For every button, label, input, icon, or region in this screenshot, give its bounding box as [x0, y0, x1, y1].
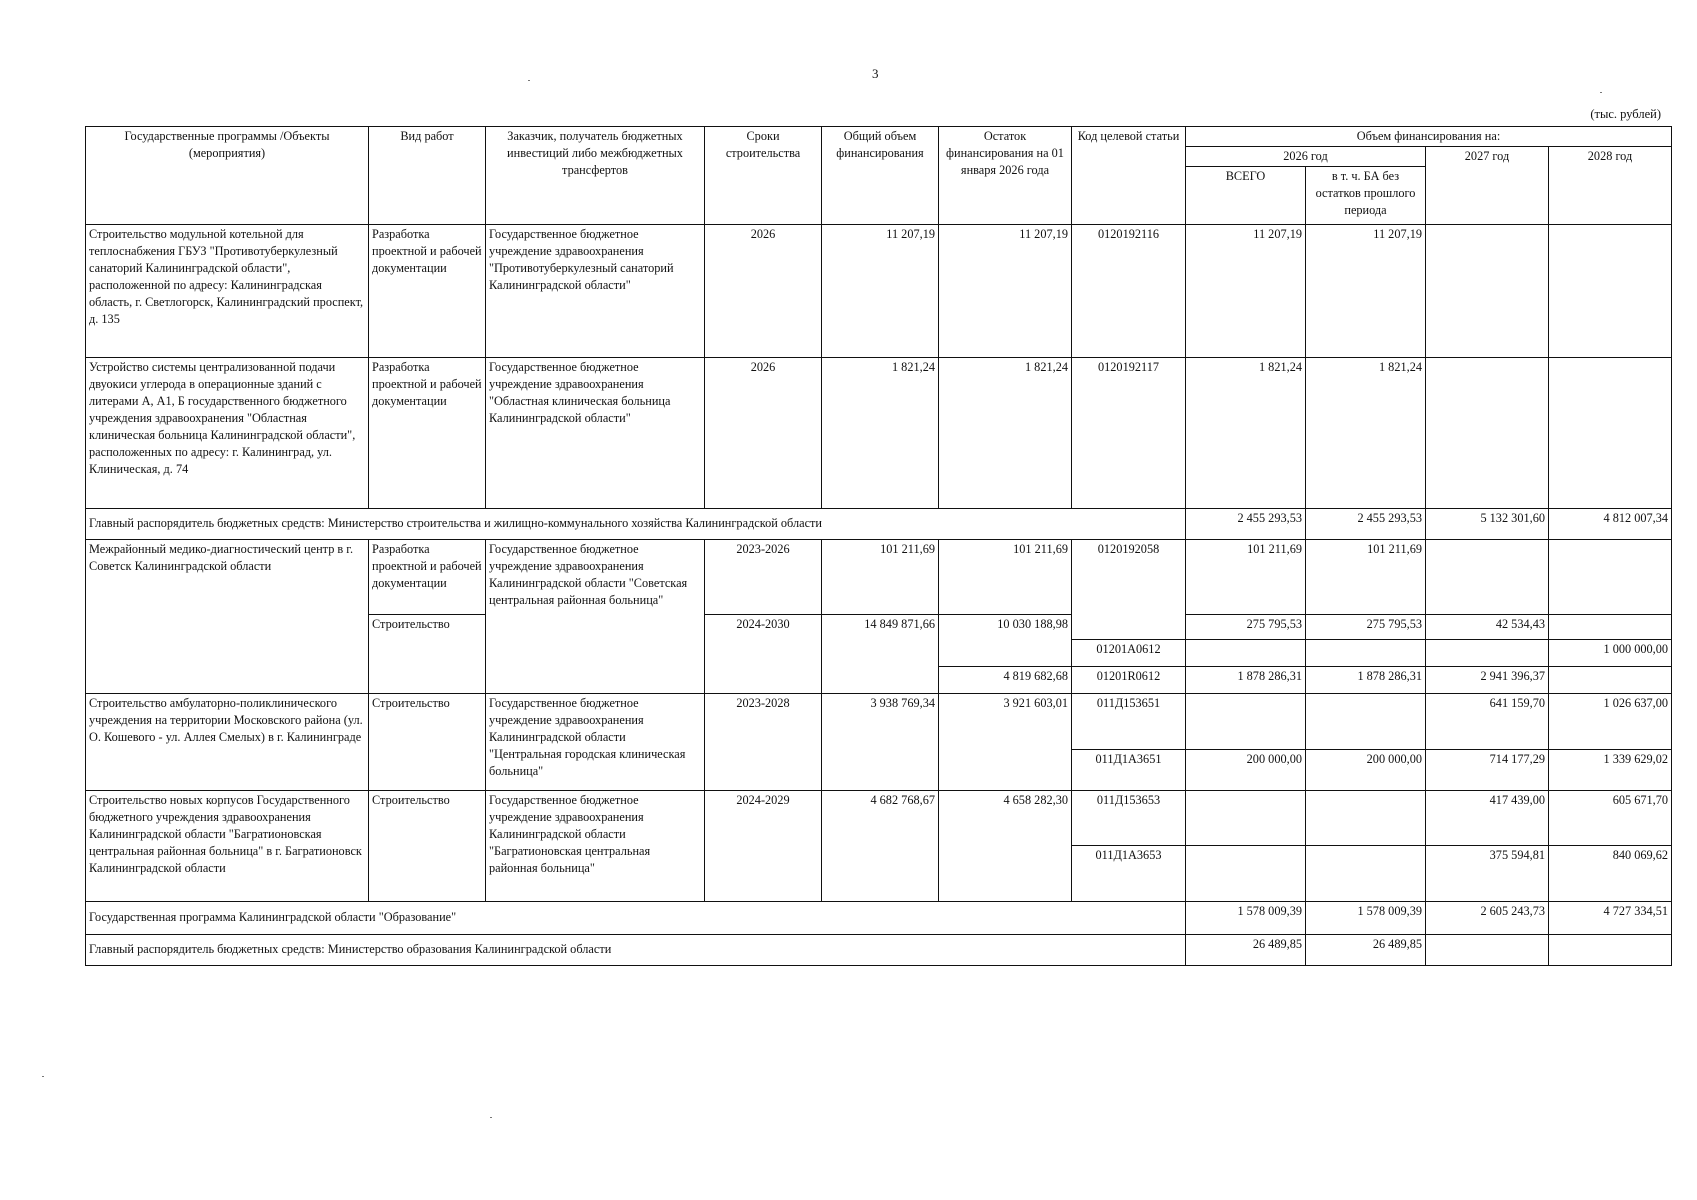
table-row — [86, 693, 1672, 749]
program-row — [86, 901, 1672, 934]
value-2027 — [1426, 224, 1549, 357]
value-2027 — [1426, 357, 1549, 508]
object-name: Строительство модульной котельной для теплоснабжения ГБУЗ "Противотуберкулезный санаторий Калининградской области", расположенной по адресу: Калининградская область, г. Светлогорск, Калининградский проспект, д. 135 — [86, 224, 369, 357]
ba-2026: 1 821,24 — [1306, 357, 1426, 508]
value-2027: 5 132 301,60 — [1426, 508, 1549, 539]
value-2027: 641 159,70 — [1426, 693, 1549, 749]
table-row — [86, 224, 1672, 357]
remainder: 101 211,69 — [939, 539, 1072, 614]
work-type: Разработка проектной и рабочей документации — [369, 539, 486, 614]
all-2026: 2 455 293,53 — [1186, 508, 1306, 539]
customer: Государственное бюджетное учреждение здравоохранения Калининградской области "Центральная городская клиническая больница" — [486, 693, 705, 790]
scan-speck — [1600, 92, 1602, 93]
value-2028: 4 727 334,51 — [1549, 901, 1672, 934]
code: 0120192117 — [1072, 357, 1186, 508]
timing: 2026 — [705, 357, 822, 508]
all-2026 — [1186, 693, 1306, 749]
ba-2026: 26 489,85 — [1306, 934, 1426, 965]
timing: 2024-2030 — [705, 614, 822, 693]
page-number: 3 — [872, 66, 879, 81]
ba-2026: 1 578 009,39 — [1306, 901, 1426, 934]
ba-2026 — [1306, 639, 1426, 666]
value-2028: 1 000 000,00 — [1549, 639, 1672, 666]
scan-speck — [42, 1076, 44, 1077]
header-total: Общий объем финансирования — [822, 127, 939, 225]
code: 011Д153653 — [1072, 790, 1186, 845]
total: 4 682 768,67 — [822, 790, 939, 901]
remainder: 4 658 282,30 — [939, 790, 1072, 901]
value-2028 — [1549, 934, 1672, 965]
value-2027: 375 594,81 — [1426, 845, 1549, 901]
object-name: Строительство амбулаторно-поликлинического учреждения на территории Московского района (ул. О. Кошевого - ул. Аллея Смелых) в г. Калининграде — [86, 693, 369, 790]
ba-2026: 275 795,53 — [1306, 614, 1426, 639]
remainder: 1 821,24 — [939, 357, 1072, 508]
units-label: (тыс. рублей) — [1590, 107, 1661, 121]
ba-2026: 2 455 293,53 — [1306, 508, 1426, 539]
value-2028: 1 339 629,02 — [1549, 749, 1672, 790]
value-2028 — [1549, 539, 1672, 614]
value-2028 — [1549, 666, 1672, 693]
all-2026 — [1186, 639, 1306, 666]
all-2026: 275 795,53 — [1186, 614, 1306, 639]
value-2027: 417 439,00 — [1426, 790, 1549, 845]
summary-label: Главный распорядитель бюджетных средств: Министерство образования Калининградской области — [86, 934, 1186, 965]
header-work-type: Вид работ — [369, 127, 486, 225]
timing: 2026 — [705, 224, 822, 357]
ba-2026: 200 000,00 — [1306, 749, 1426, 790]
code: 0120192116 — [1072, 224, 1186, 357]
summary-label: Главный распорядитель бюджетных средств: Министерство строительства и жилищно-коммунального хозяйства Калининградской области — [86, 508, 1186, 539]
work-type: Разработка проектной и рабочей документации — [369, 224, 486, 357]
header-timing: Сроки строительства — [705, 127, 822, 225]
total: 1 821,24 — [822, 357, 939, 508]
value-2028: 605 671,70 — [1549, 790, 1672, 845]
all-2026: 1 578 009,39 — [1186, 901, 1306, 934]
summary-row — [86, 508, 1672, 539]
all-2026: 1 821,24 — [1186, 357, 1306, 508]
work-type: Разработка проектной и рабочей документации — [369, 357, 486, 508]
remainder: 4 819 682,68 — [939, 666, 1072, 693]
timing: 2024-2029 — [705, 790, 822, 901]
total: 3 938 769,34 — [822, 693, 939, 790]
header-all: ВСЕГО — [1186, 166, 1306, 224]
ba-2026: 101 211,69 — [1306, 539, 1426, 614]
work-type: Строительство — [369, 693, 486, 790]
value-2027: 2 605 243,73 — [1426, 901, 1549, 934]
header-code: Код целевой статьи — [1072, 127, 1186, 225]
ba-2026 — [1306, 693, 1426, 749]
customer: Государственное бюджетное учреждение здравоохранения "Противотуберкулезный санаторий Калининградской области" — [486, 224, 705, 357]
timing: 2023-2028 — [705, 693, 822, 790]
header-programs: Государственные программы /Объекты (мероприятия) — [86, 127, 369, 225]
remainder: 10 030 188,98 — [939, 614, 1072, 666]
customer: Государственное бюджетное учреждение здравоохранения Калининградской области "Советская центральная районная больница" — [486, 539, 705, 693]
value-2028: 1 026 637,00 — [1549, 693, 1672, 749]
ba-2026 — [1306, 790, 1426, 845]
value-2028 — [1549, 357, 1672, 508]
ba-2026: 1 878 286,31 — [1306, 666, 1426, 693]
all-2026: 26 489,85 — [1186, 934, 1306, 965]
value-2027: 714 177,29 — [1426, 749, 1549, 790]
all-2026: 200 000,00 — [1186, 749, 1306, 790]
all-2026: 1 878 286,31 — [1186, 666, 1306, 693]
value-2027 — [1426, 639, 1549, 666]
header-row — [86, 127, 1672, 147]
header-2026: 2026 год — [1186, 146, 1426, 166]
ba-2026 — [1306, 845, 1426, 901]
header-incl-ba: в т. ч. БА без остатков прошлого периода — [1306, 166, 1426, 224]
value-2027: 2 941 396,37 — [1426, 666, 1549, 693]
code: 011Д1А3651 — [1072, 749, 1186, 790]
all-2026 — [1186, 790, 1306, 845]
code: 01201А0612 — [1072, 639, 1186, 666]
scan-speck — [528, 80, 530, 81]
program-label: Государственная программа Калининградской области "Образование" — [86, 901, 1186, 934]
code: 011Д153651 — [1072, 693, 1186, 749]
object-name: Строительство новых корпусов Государственного бюджетного учреждения здравоохранения Калининградской области "Багратионовская центральная районная больница" в г. Багратионовск Калининградской области — [86, 790, 369, 901]
object-name: Межрайонный медико-диагностический центр в г. Советск Калининградской области — [86, 539, 369, 693]
all-2026: 11 207,19 — [1186, 224, 1306, 357]
value-2028 — [1549, 614, 1672, 639]
remainder: 3 921 603,01 — [939, 693, 1072, 790]
header-2027: 2027 год — [1426, 146, 1549, 224]
timing: 2023-2026 — [705, 539, 822, 614]
value-2028 — [1549, 224, 1672, 357]
header-remainder: Остаток финансирования на 01 января 2026 года — [939, 127, 1072, 225]
code: 01201R0612 — [1072, 666, 1186, 693]
value-2028: 840 069,62 — [1549, 845, 1672, 901]
scan-speck — [490, 1117, 492, 1118]
header-customer: Заказчик, получатель бюджетных инвестиций либо межбюджетных трансфертов — [486, 127, 705, 225]
funding-table — [85, 126, 1672, 966]
value-2028: 4 812 007,34 — [1549, 508, 1672, 539]
remainder: 11 207,19 — [939, 224, 1072, 357]
work-type: Строительство — [369, 790, 486, 901]
table-row — [86, 539, 1672, 614]
total: 11 207,19 — [822, 224, 939, 357]
value-2027 — [1426, 934, 1549, 965]
summary-row — [86, 934, 1672, 965]
work-type: Строительство — [369, 614, 486, 693]
header-2028: 2028 год — [1549, 146, 1672, 224]
all-2026 — [1186, 845, 1306, 901]
value-2027 — [1426, 539, 1549, 614]
customer: Государственное бюджетное учреждение здравоохранения "Областная клиническая больница Калининградской области" — [486, 357, 705, 508]
table-row — [86, 790, 1672, 845]
value-2027: 42 534,43 — [1426, 614, 1549, 639]
ba-2026: 11 207,19 — [1306, 224, 1426, 357]
code: 0120192058 — [1072, 539, 1186, 639]
all-2026: 101 211,69 — [1186, 539, 1306, 614]
header-funding: Объем финансирования на: — [1186, 127, 1672, 147]
object-name: Устройство системы централизованной подачи двуокиси углерода в операционные зданий с литерами А, А1, Б государственного бюджетного учреждения здравоохранения "Областная клиническая больница Калининградской области", расположенных по адресу: г. Калининград, ул. Клиническая, д. 74 — [86, 357, 369, 508]
customer: Государственное бюджетное учреждение здравоохранения Калининградской области "Багратионовская центральная районная больница" — [486, 790, 705, 901]
total: 14 849 871,66 — [822, 614, 939, 693]
code: 011Д1А3653 — [1072, 845, 1186, 901]
total: 101 211,69 — [822, 539, 939, 614]
table-row — [86, 357, 1672, 508]
